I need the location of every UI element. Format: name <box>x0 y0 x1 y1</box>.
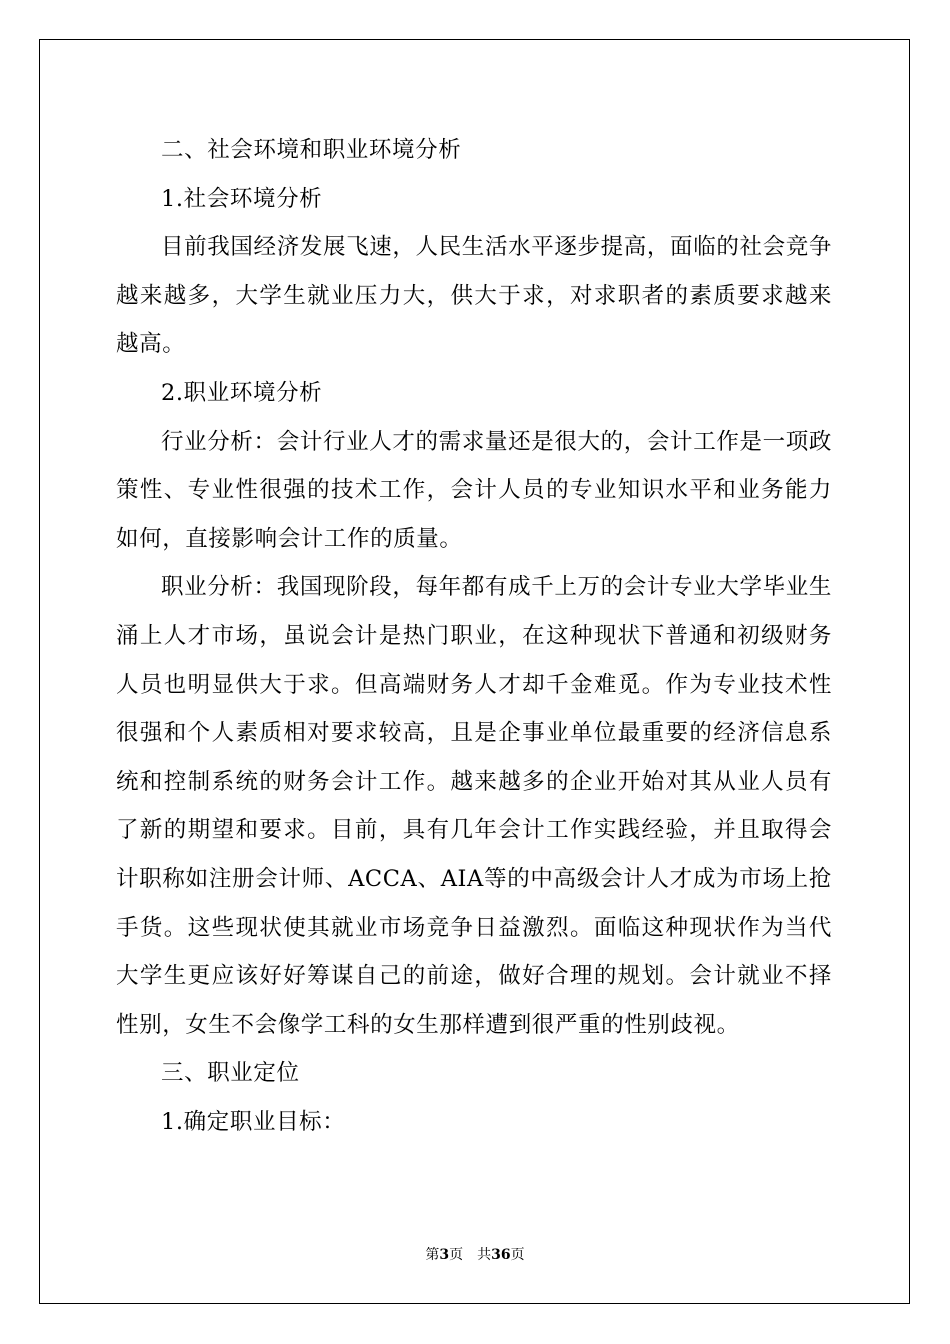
page-footer <box>0 1244 950 1264</box>
total-suffix: 页 <box>510 1247 525 1263</box>
page-prefix: 第 <box>425 1247 440 1263</box>
document-body <box>116 126 832 1146</box>
subheading-career-goal: 1.确定职业目标： <box>161 1108 346 1135</box>
paragraph-industry-analysis: 行业分析：会计行业人才的需求量还是很大的，会计工作是一项政策性、专业性很强的技术工作，会计人员的专业知识水平和业务能力如何，直接影响会计工作的质量。 <box>116 428 832 552</box>
section-heading-career-positioning: 三、职业定位 <box>161 1060 300 1087</box>
subheading-social-environment: 1.社会环境分析 <box>161 185 323 212</box>
page-suffix: 页 <box>449 1247 464 1263</box>
section-heading-social-career-environment: 二、社会环境和职业环境分析 <box>161 137 462 163</box>
paragraph-career-analysis: 职业分析：我国现阶段，每年都有成千上万的会计专业大学毕业生涌上人才市场，虽说会计是热门职业，在这种现状下普通和初级财务人员也明显供大于求。但高端财务人才却千金难觅。作为专业技术性很强和个人素质相对要求较高，且是企事业单位最重要的经济信息系统和控制系统的财务会计工作。越来越多的企业开始对其从业人员有了新的期望和要求。目前，具有几年会计工作实践经验，并且取得会计职称如注册会计师、ACCA、AIA等的中高级会计人才成为市场上抢手货。这些现状使其就业市场竞争日益激烈。面临这种现状作为当代大学生更应该好好筹谋自己的前途，做好合理的规划。会计就业不择性别，女生不会像学工科的女生那样遭到很严重的性别歧视。 <box>116 574 832 1038</box>
subheading-career-environment: 2.职业环境分析 <box>161 379 323 406</box>
page-number: 3 <box>439 1247 450 1263</box>
total-pages: 36 <box>491 1247 511 1263</box>
total-prefix: 共 <box>477 1247 492 1263</box>
paragraph-social-environment: 目前我国经济发展飞速，人民生活水平逐步提高，面临的社会竞争越来越多，大学生就业压力大，供大于求，对求职者的素质要求越来越高。 <box>116 234 832 358</box>
